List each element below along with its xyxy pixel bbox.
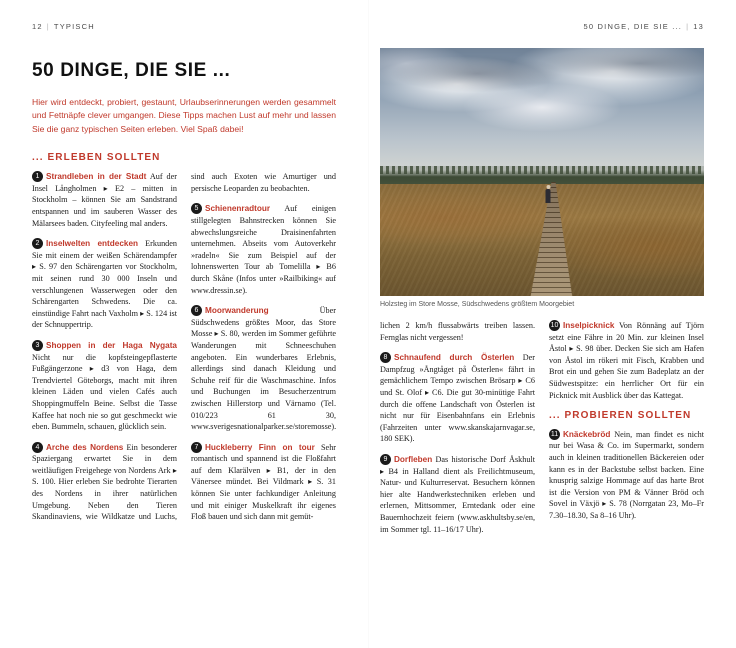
item-number: 4 (32, 442, 43, 453)
section-heading-probieren: ... PROBIEREN SOLLTEN (549, 410, 692, 422)
list-item (191, 305, 336, 433)
running-head-left (32, 22, 95, 31)
item-title: Schienenradtour (205, 204, 271, 214)
folio-right: 13 (693, 22, 704, 31)
item-body: Auf einigen stillgelegten Bahnstrecken können Sie abwechslungsreiche Draisinenfahrten unternehmen. Abseits vom Autoverkehr »radeln« Sie zum Beispiel auf der lohnenswerten Tour ab Tomelilla ▸ B6 durch Skåne (Infos unter »Railbiking« auf www.dressin.se). (191, 204, 336, 295)
item-number: 8 (380, 352, 391, 363)
runhead-label-right: 50 DINGE, DIE SIE ... (583, 22, 683, 31)
runhead-label-left: TYPISCH (53, 22, 95, 31)
right-page (380, 48, 704, 624)
item-body: Sehr romantisch und spannend ist die Floßfahrt auf dem Klarälven ▸ B1, der in den Vänersee mündet. Bei Vildmark ▸ S. 31 können Sie unter fachkundiger Anleitung und mit einiger Muskelkraft ihr eigenes Floß bauen und sich dann mit gemüt- (191, 442, 337, 522)
list-item (32, 238, 177, 331)
list-item (191, 442, 336, 523)
running-head-right (584, 22, 704, 31)
photo-hiker (546, 189, 551, 203)
item-number: 10 (550, 322, 559, 329)
item-number: 11 (550, 430, 559, 438)
left-page (32, 48, 336, 624)
photo-caption: Holzsteg im Store Mosse, Südschwedens größtem Moorgebiet (380, 301, 575, 308)
list-item (549, 320, 704, 401)
continuation-paragraph: lichen 2 km/h flussabwärts treiben lassen. Fernglas nicht vergessen! (380, 321, 535, 342)
item-title: Huckleberry Finn on tour (205, 442, 315, 452)
page-title: 50 DINGE, DIE SIE ... (32, 60, 231, 81)
item-body: Der Dampfzug »Ångtåget på Österlen« fährt in gemächlichem Tempo zwischen Brösarp ▸ C6 und St. Olof ▸ C6. Die gut 30-minütige Fahrt durch die offene Landschaft von Österlen ist nicht nur für Eisenbahnfans ein Erlebnis (Fahrzeiten unter www.skanskajarnvagar.se, 180 SEK). (380, 353, 535, 444)
item-body: Ein besonderer Spaziergang erwartet Sie in dem weitläufigen Freigehege von Nordens Ark ▸ S. 100. Hier erleben Sie bedrohte Tierarten des Nordens in ihrer natürlichen Umgebung. Neben den Tieren Skandinaviens, wie Wildkatze und Luchs, sind auch Exoten wie Amurtiger und persische Leoparden zu beobachten. (32, 172, 336, 522)
list-item (549, 429, 704, 522)
page-spine (368, 0, 369, 648)
item-number: 5 (191, 203, 202, 214)
section-heading-erleben: ... ERLEBEN SOLLTEN (32, 152, 161, 164)
list-item (191, 203, 336, 296)
runhead-separator-right: | (686, 22, 690, 31)
right-columns (380, 320, 704, 620)
item-title: Dorfleben (394, 454, 433, 464)
list-item (380, 454, 535, 535)
left-columns (32, 171, 336, 527)
item-body: Von Rönnäng auf Tjörn setzt eine Fähre in 20 Min. zur kleinen Insel Åstol ▸ S. 98 über. Decken Sie sich am Hafen von Åstol im rökeri mit Fisch, Krabben und Brot ein und gehen Sie zum Badeplatz an der Südwestspitze: ein herrlicher Ort für ein Picknick mit Ausblick über das Kattegat. (549, 321, 705, 400)
item-body: Erkunden Sie mit einem der weißen Schärendampfer ▸ S. 97 den Schärengarten vor Stockholm, mit seinen rund 30 000 Inseln und verschlungenen Wasserwegen oder den Schärengarten Schwedens. Die ca. einstündige Fahrt nach Vaxholm ▸ S. 124 ist der Schnuppertrip. (32, 239, 177, 330)
item-body: Das historische Dorf Åskhult ▸ B4 in Halland dient als Freilichtmuseum, Natur- und Kulturreservat. Besuchern können hier alte Handwerkstechniken erleben und erlernen, Mittsommer, Erntedank oder eine Bauernhochzeit feiern (www.askhultsby.se/en, im Sommer tgl. 11–16/17 Uhr). (380, 454, 535, 534)
item-number: 3 (32, 340, 43, 351)
item-body: Nein, man findet es nicht nur bei Wasa & Co. im Supermarkt, sondern auch in kleinen traditionellen Bäckereien oder kann es in der Backstube selbst backen. Eine knusprig salzige Hommage auf das harte Brot ist die Version von PM & Vänner Bröd och Sovel in Växjö ▸ S. 78 (Norrgatan 23, Mo–Fr 7.30–18.30, Sa 8–16 Uhr). (549, 429, 705, 520)
item-body: Auf der Insel Långholmen ▸ E2 – mitten in Stockholm – können Sie am Sandstrand entspannen und im sauberen Wasser des Mälarsees baden. Cityfeeling mal anders. (32, 172, 177, 228)
item-title: Strandleben in der Stadt (46, 172, 147, 182)
item-number: 6 (191, 305, 202, 316)
item-number: 2 (32, 238, 43, 249)
item-title: Shoppen in der Haga Nygata (46, 340, 177, 350)
item-title: Arche des Nordens (46, 442, 124, 452)
item-number: 1 (32, 171, 43, 182)
item-title: Moorwanderung (205, 306, 269, 316)
photo-boardwalk-store-mosse (380, 48, 704, 296)
list-item (32, 171, 177, 229)
runhead-separator-left: | (46, 22, 50, 31)
list-item (380, 352, 535, 445)
intro-paragraph: Hier wird entdeckt, probiert, gestaunt, Urlaubserinnerungen werden gesammelt und Fettnäpfe clever umgangen. Diese Tipps machen Lust auf mehr und lassen Sie die ganz typischen Seiten erleben. Viel Spaß dabei! (32, 97, 336, 134)
list-item (32, 340, 177, 433)
item-body: Über Südschwedens größtes Moor, das Store Mosse ▸ S. 80, werden im Sommer geführte Wanderungen mit Schneeschuhen angeboten. Ein wunderbares Erlebnis, allerdings sind danach Kleidung und Schuhe reif für die Waschmaschine. Infos und Buchungen im Besucherzentrum zwischen Hillerstorp und Värnamo (Tel. 010/223 61 30, www.sverigesnationalparker.se/storemosse). (191, 306, 337, 432)
item-title: Inselwelten entdecken (46, 239, 139, 249)
item-title: Inselpicknick (563, 321, 615, 330)
item-number: 9 (380, 454, 391, 465)
item-title: Knäckebröd (563, 429, 611, 439)
folio-left: 12 (32, 22, 43, 31)
item-body: Nicht nur die kopfsteingepflasterte Fußgängerzone ▸ d3 von Haga, dem Trendviertel Göteborgs, macht mit ihren kleinen Läden und vielen Cafés auch Shoppingmuffeln Beine. Selbst die Tasse Kaffee hat noch nie so gut geschmeckt wie eben. Bummeln, schauen, glücklich sein. (32, 352, 177, 432)
item-title: Schnaufend durch Österlen (394, 353, 515, 363)
photo-clouds (380, 48, 704, 112)
item-number: 7 (191, 442, 202, 453)
